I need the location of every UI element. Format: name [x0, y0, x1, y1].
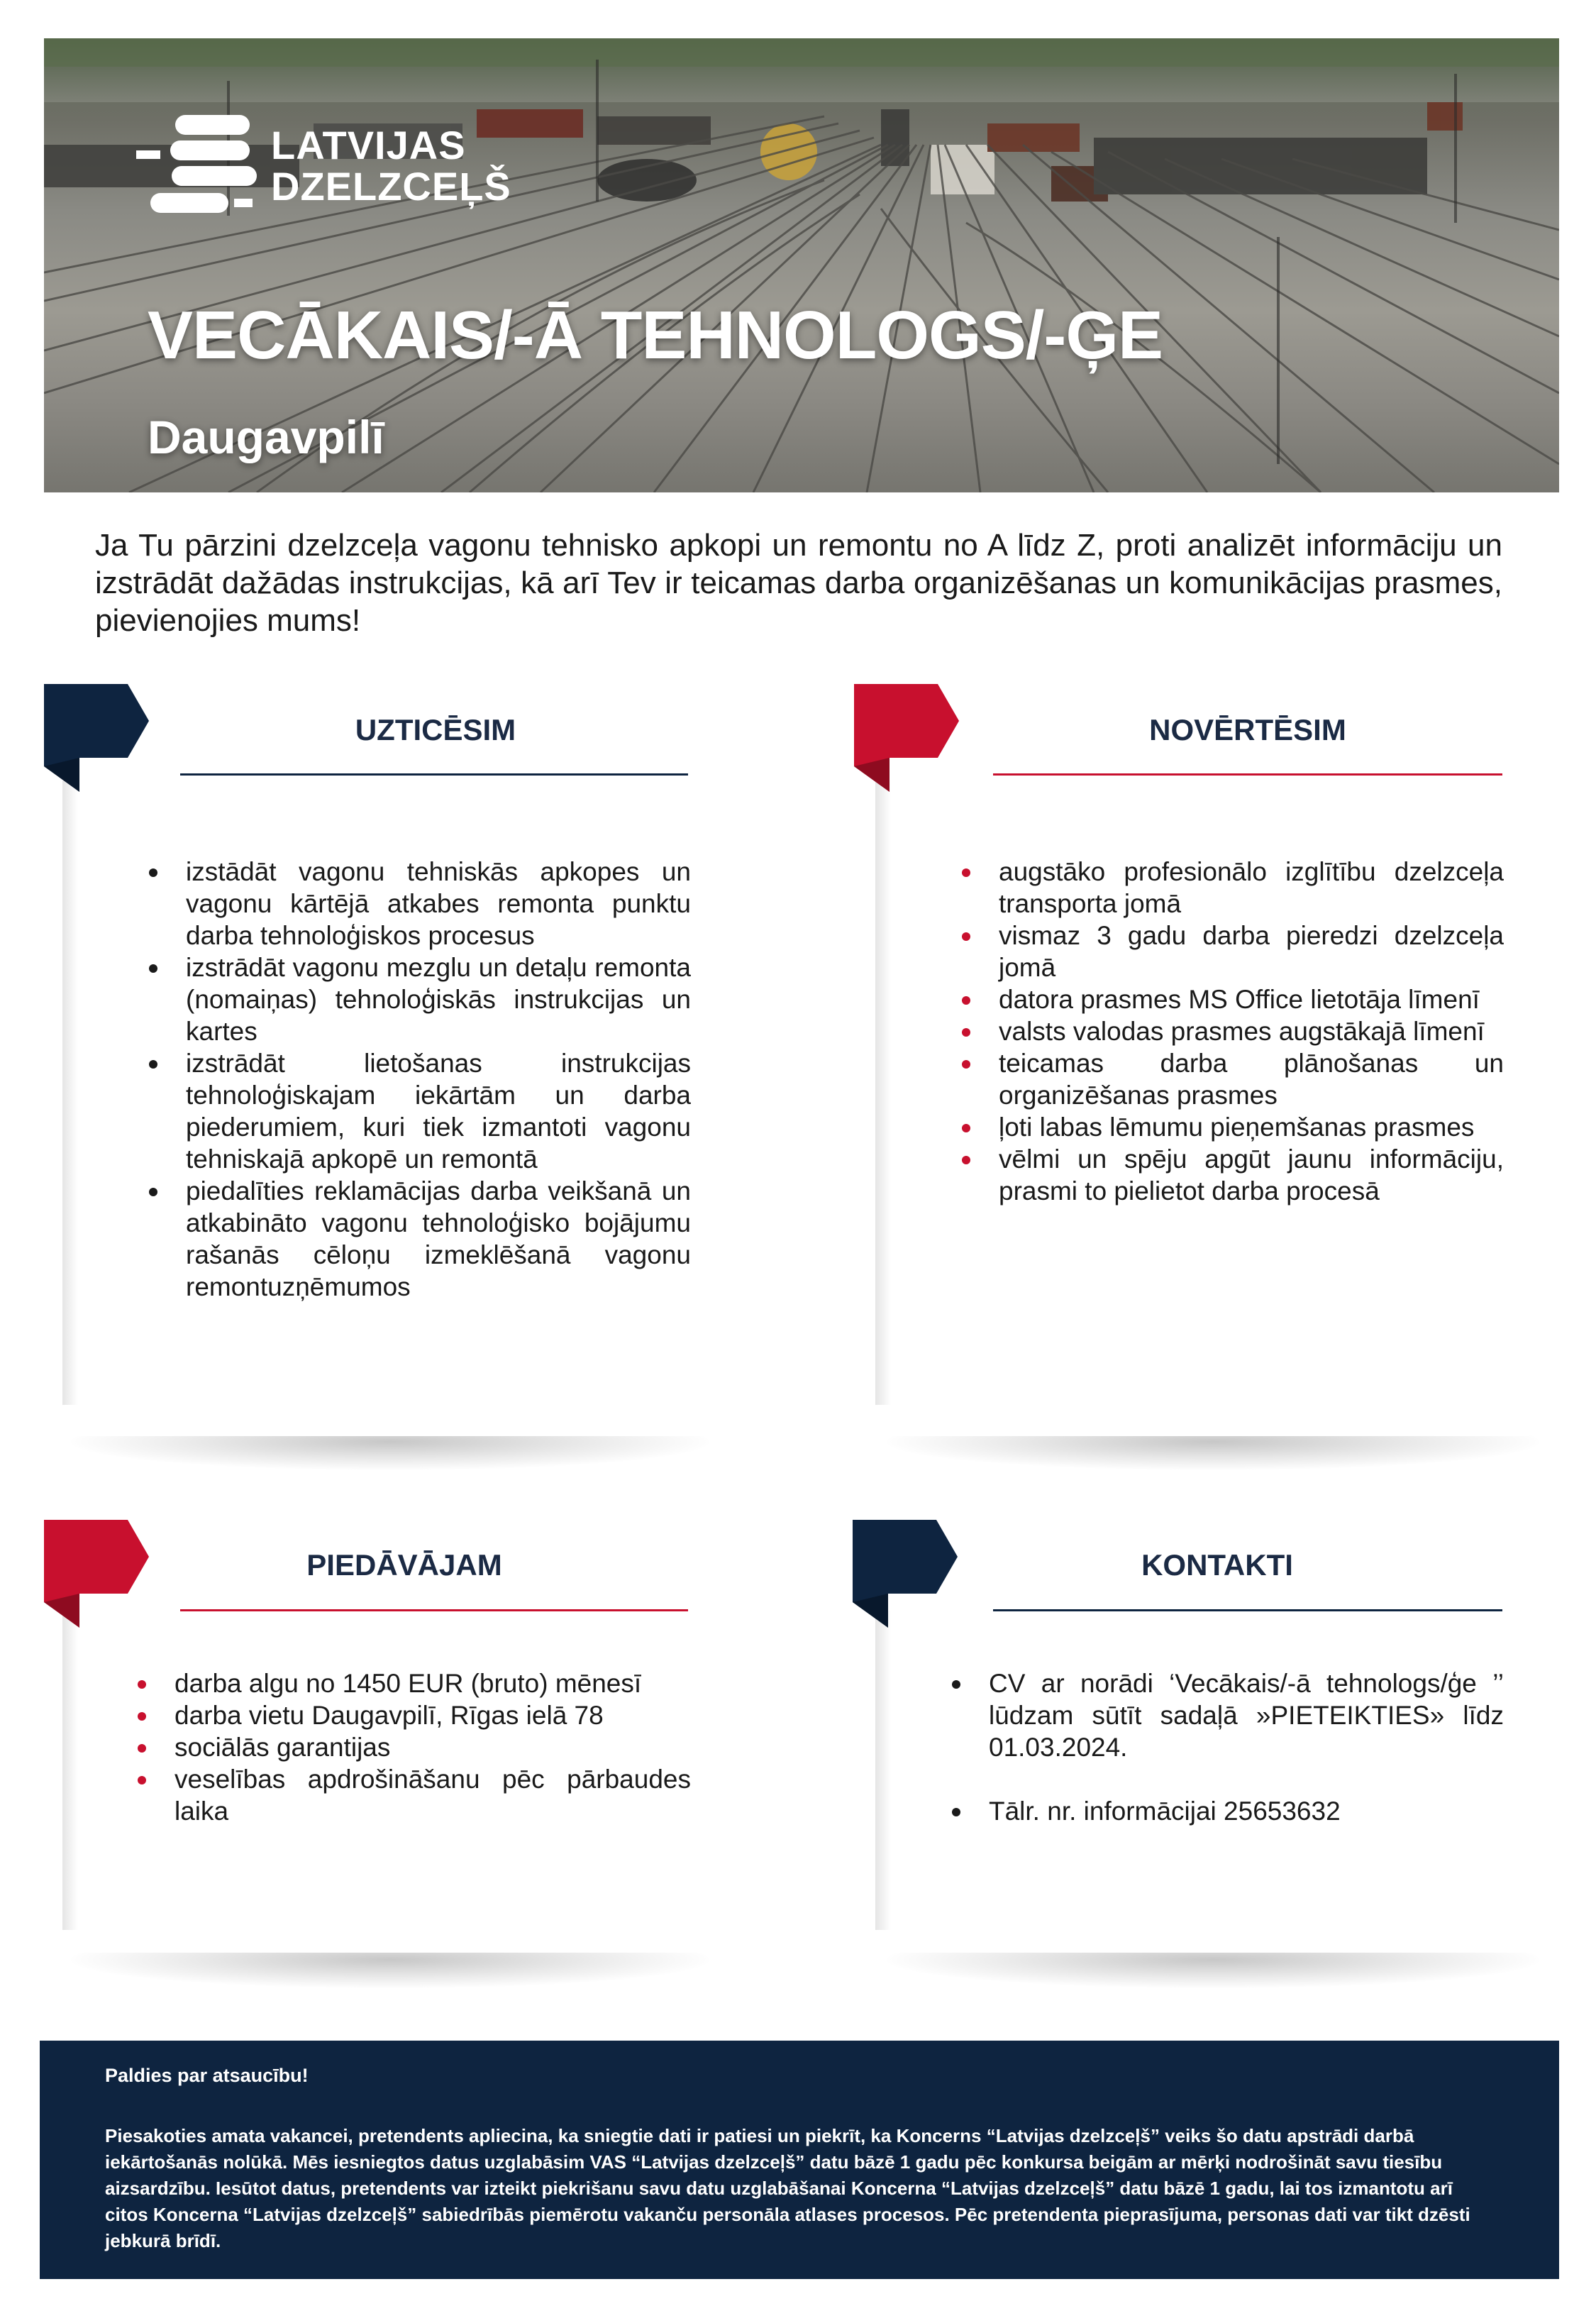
job-location: Daugavpilī: [148, 411, 384, 463]
list-item: augstāko profesionālo izglītību dzelzceļa transporta jomā: [958, 856, 1504, 920]
bullet-icon: [962, 1060, 970, 1069]
bullet-icon: [962, 868, 970, 877]
bullet-icon: [962, 1124, 970, 1132]
job-title: VECĀKAIS/-Ā TEHNOLOGS/-ĢE: [148, 297, 1163, 373]
contacts-list: [948, 1667, 1504, 1827]
card-title-trust: UZTICĒSIM: [355, 713, 516, 746]
flag-red-icon: [854, 684, 959, 792]
logo-bars-icon: [136, 109, 257, 216]
bullet-icon: [962, 996, 970, 1005]
bullet-icon: [962, 1156, 970, 1164]
card-title-value: NOVĒRTĒSIM: [1149, 713, 1346, 746]
logo-line-1: LATVIJAS: [271, 123, 466, 167]
card-edge: [62, 780, 78, 1405]
card-rule: [180, 1609, 688, 1611]
bullet-icon: [149, 868, 157, 877]
card-edge: [62, 1611, 78, 1930]
card-rule: [993, 1609, 1502, 1611]
bullet-icon: [962, 1028, 970, 1037]
footer-disclaimer: [40, 2041, 1559, 2279]
value-list: [958, 856, 1504, 1207]
bullet-icon: [138, 1776, 146, 1784]
card-rule: [180, 773, 688, 776]
list-item: piedalīties reklamācijas darba veikšanā un atkabināto vagonu tehnoloģisko bojājumu rašanās cēloņu izmeklēšanā vagonu remontuzņēmumos: [145, 1175, 691, 1303]
bullet-icon: [952, 1808, 960, 1816]
bullet-icon: [138, 1680, 146, 1689]
bullet-icon: [149, 1060, 157, 1069]
list-item: valsts valodas prasmes augstākajā līmenī: [958, 1015, 1504, 1047]
list-item: datora prasmes MS Office lietotāja līmenī: [958, 983, 1504, 1015]
company-logo: [136, 109, 533, 216]
flag-red-icon: [44, 1520, 149, 1628]
logo-line-2: DZELZCEĻŠ: [271, 164, 511, 209]
list-item: ļoti labas lēmumu pieņemšanas prasmes: [958, 1111, 1504, 1143]
footer-thanks: Paldies par atsaucību!: [105, 2065, 309, 2086]
card-edge: [875, 780, 891, 1405]
list-item: vēlmi un spēju apgūt jaunu informāciju, prasmi to pielietot darba procesā: [958, 1143, 1504, 1207]
logo-wordmark: [271, 125, 511, 207]
list-item: vismaz 3 gadu darba pieredzi dzelzceļa jomā: [958, 920, 1504, 983]
bullet-icon: [138, 1712, 146, 1721]
card-title-contacts: KONTAKTI: [1141, 1548, 1293, 1582]
list-item: izstrādāt lietošanas instrukcijas tehnoloģiskajam iekārtām un darba piederumiem, kuri tiek izmantoti vagonu tehniskajā apkopē un remontā: [145, 1047, 691, 1175]
flag-navy-icon: [853, 1520, 958, 1628]
list-item: sociālās garantijas: [133, 1731, 691, 1763]
bullet-icon: [962, 932, 970, 941]
bullet-icon: [149, 964, 157, 973]
list-item: teicamas darba plānošanas un organizēšanas prasmes: [958, 1047, 1504, 1111]
intro-paragraph: Ja Tu pārzini dzelzceļa vagonu tehnisko apkopi un remontu no A līdz Z, proti analizēt informāciju un izstrādāt dažādas instrukcijas, kā arī Tev ir teicamas darba organizēšanas un komunikācijas prasmes, pievienojies mums!: [95, 528, 1502, 638]
list-item: CV ar norādi ‘Vecākais/-ā tehnologs/ģe ’’ lūdzam sūtīt sadaļā »PIETEIKTIES» līdz 01.03.2024.: [948, 1667, 1504, 1763]
card-rule: [993, 773, 1502, 776]
list-item: izstādāt vagonu tehniskās apkopes un vagonu kārtējā atkabes remonta punktu darba tehnoloģiskos procesus: [145, 856, 691, 951]
list-item: Tālr. nr. informācijai 25653632: [948, 1795, 1504, 1827]
hero-banner: [44, 38, 1559, 492]
trust-list: [145, 856, 691, 1303]
footer-legal-text: Piesakoties amata vakancei, pretendents apliecina, ka sniegtie dati ir patiesi un piekrīt, ka Koncerns “Latvijas dzelzceļš” veiks šo datu apstrādi darbā iekārtošanās nolūkā. Mēs iesniegtos datus uzglabāsim VAS “Latvijas dzelzceļš” datu bāzē 1 gadu pēc konkursa beigām ar mērķi nodrošināt savu tiesību aizsardzību. Iesūtot datus, pretendents var izteikt piekrišanu savu datu uzglabāšanai Koncerna “Latvijas dzelzceļš” datu bāzē 1 gadu, lai tos izmantotu arī citos Koncerna “Latvijas dzelzceļš” sabiedrībās piemērotu vakanču personāla atlases procesos. Pēc pretendenta pieprasījuma, personas dati var tikt dzēsti jebkurā brīdī.: [105, 2125, 1470, 2251]
card-title-offer: PIEDĀVĀJAM: [306, 1548, 502, 1582]
list-item: darba algu no 1450 EUR (bruto) mēnesī: [133, 1667, 691, 1699]
offer-list: [133, 1667, 691, 1827]
list-item: darba vietu Daugavpilī, Rīgas ielā 78: [133, 1699, 691, 1731]
card-edge: [875, 1611, 891, 1930]
bullet-icon: [952, 1680, 960, 1689]
bullet-icon: [149, 1188, 157, 1196]
list-item: izstrādāt vagonu mezglu un detaļu remonta (nomaiņas) tehnoloģiskās instrukcijas un kartes: [145, 951, 691, 1047]
flag-navy-icon: [44, 684, 149, 792]
bullet-icon: [138, 1744, 146, 1753]
list-item: veselības apdrošināšanu pēc pārbaudes laika: [133, 1763, 691, 1827]
